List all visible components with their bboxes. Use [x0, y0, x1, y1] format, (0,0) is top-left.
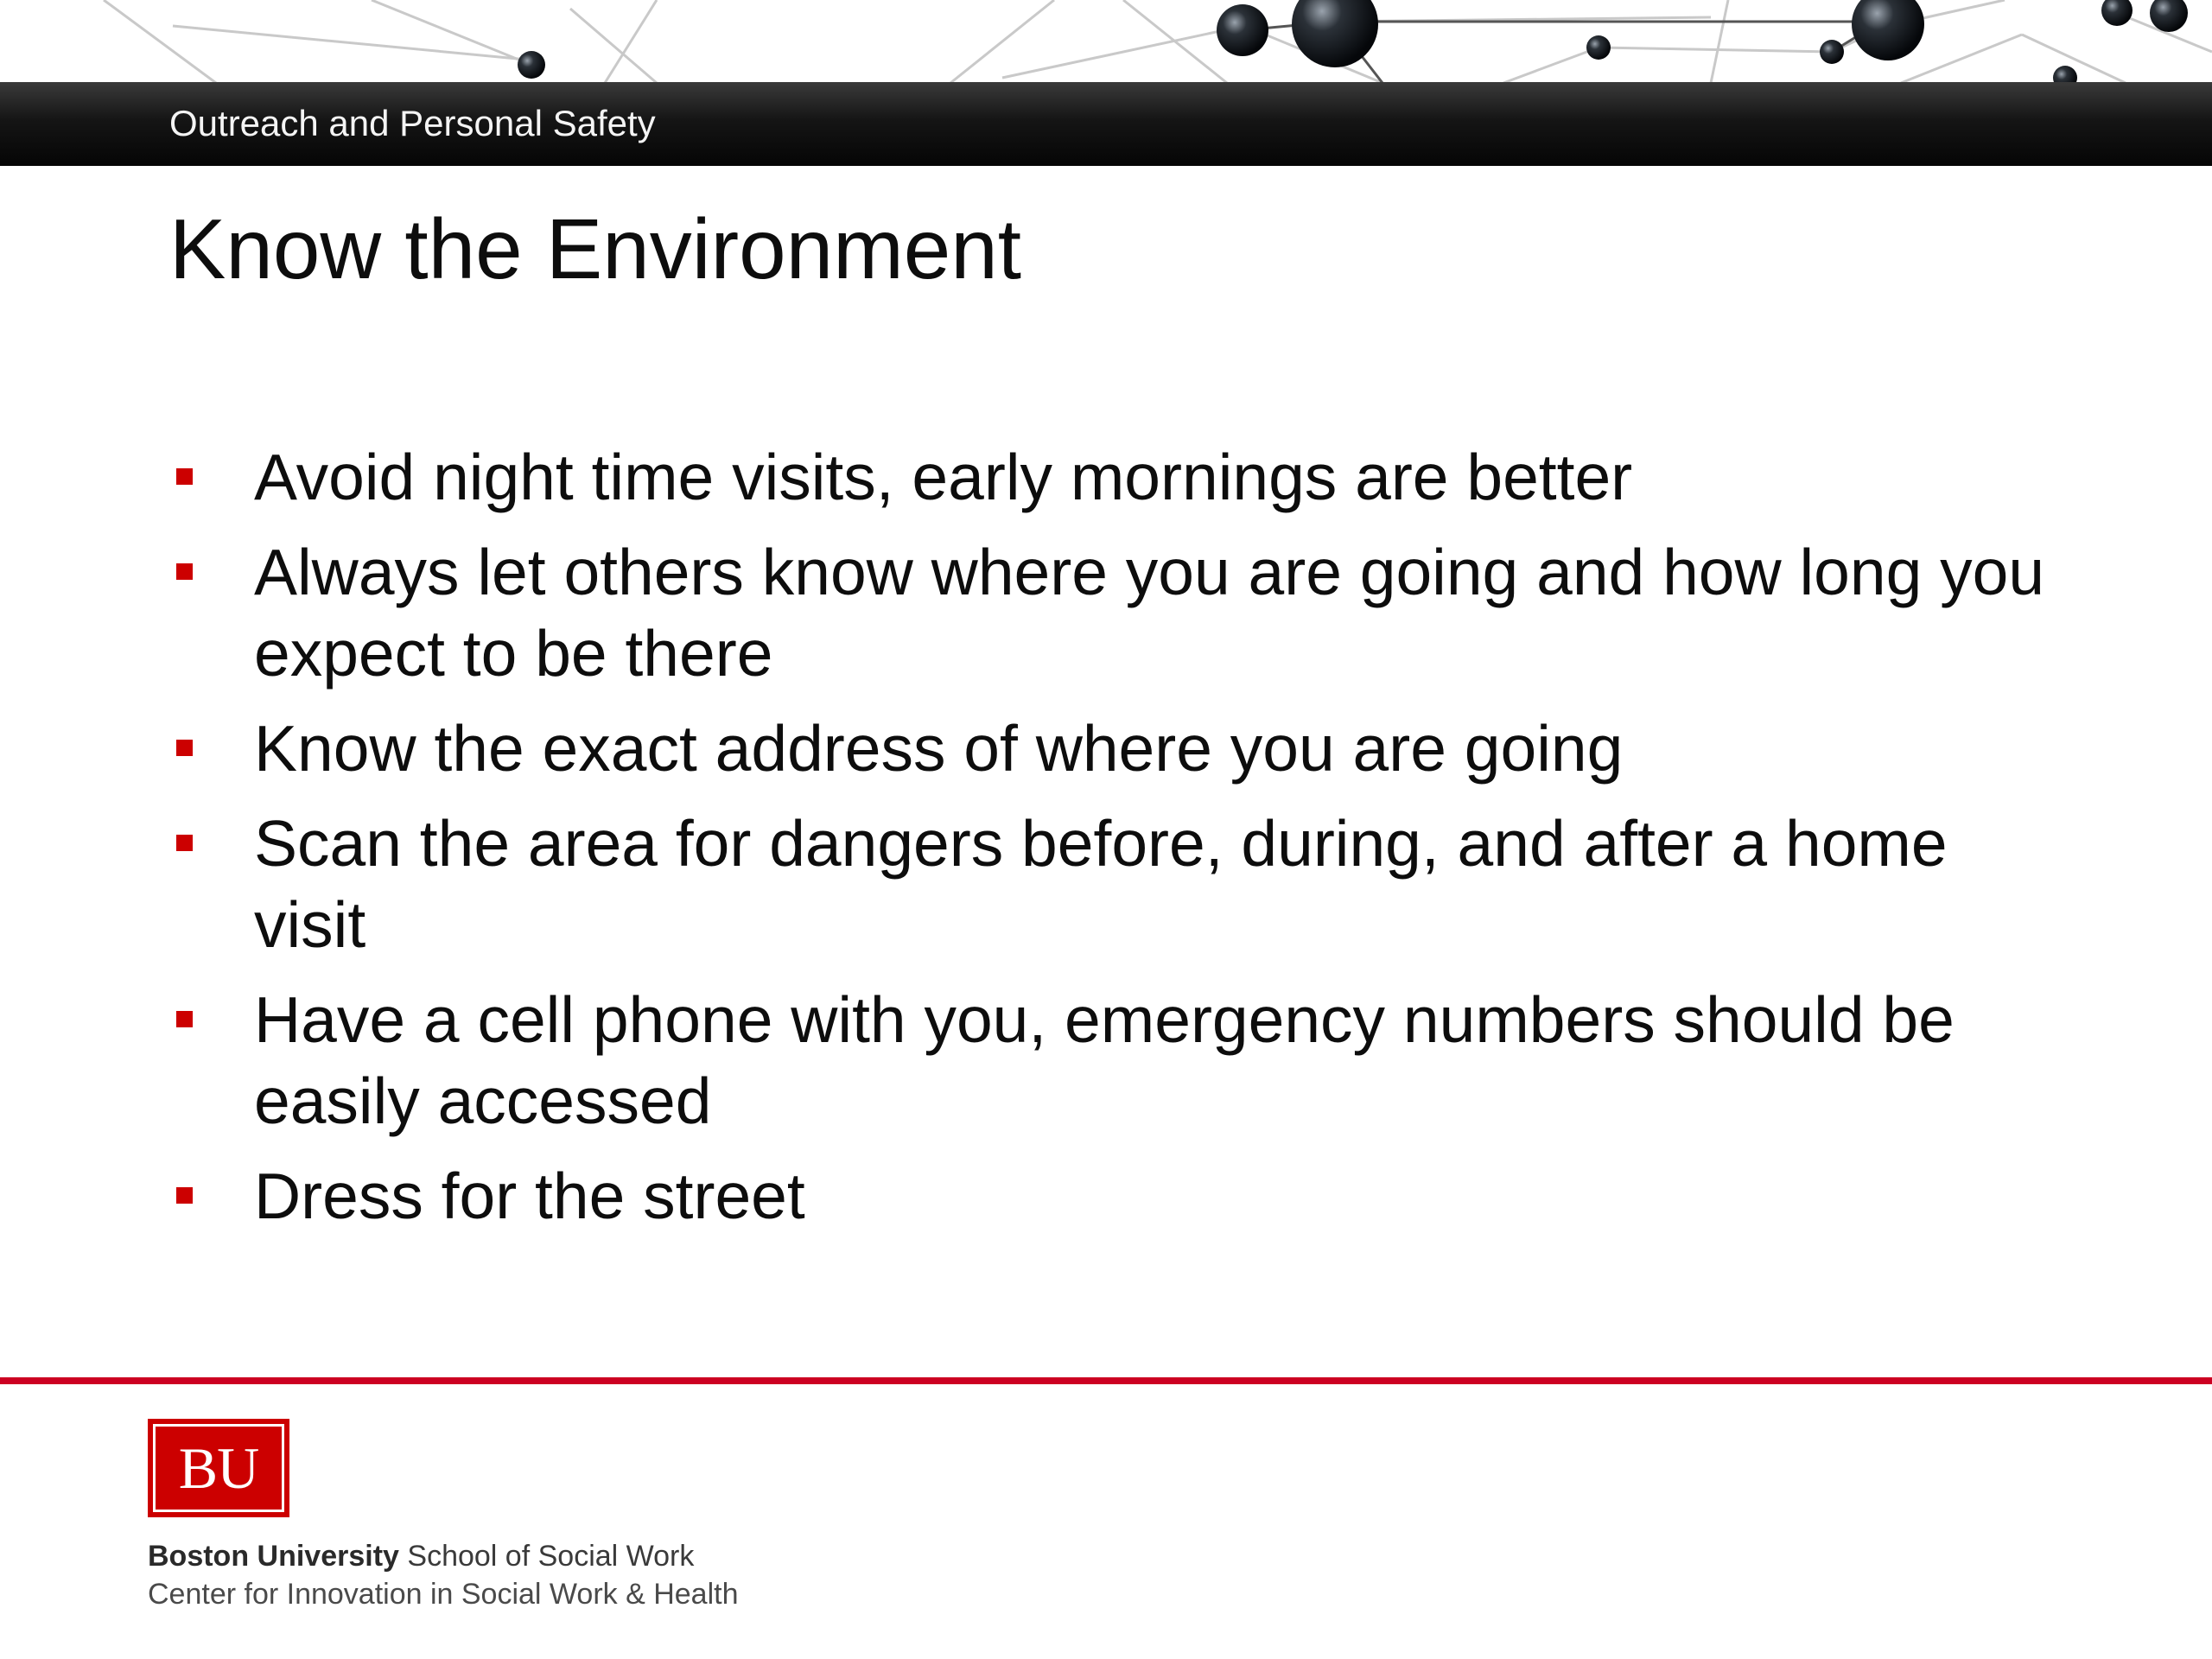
school-name: School of Social Work [407, 1540, 695, 1573]
bullet-item [169, 708, 2070, 789]
bullet-item [169, 979, 2070, 1141]
square-bullet-icon [176, 740, 193, 756]
square-bullet-icon [176, 835, 193, 851]
section-title: Outreach and Personal Safety [169, 103, 656, 143]
bullet-text: Know the exact address of where you are going [254, 712, 1624, 785]
bullet-item [169, 436, 2070, 518]
footer-center-name: Center for Innovation in Social Work & Health [148, 1578, 739, 1611]
bullet-text: Dress for the street [254, 1160, 805, 1232]
bullet-text: Always let others know where you are going and how long you expect to be there [254, 536, 2045, 690]
bullet-text: Have a cell phone with you, emergency numbers should be easily accessed [254, 983, 1955, 1137]
square-bullet-icon [176, 1011, 193, 1027]
bu-logo [148, 1419, 289, 1517]
bu-logo-text: BU [178, 1435, 259, 1501]
square-bullet-icon [176, 563, 193, 580]
bu-logo-frame [153, 1424, 284, 1512]
footer-institution [148, 1540, 694, 1573]
footer-divider [0, 1377, 2212, 1384]
bullet-list [169, 436, 2070, 1250]
university-name: Boston University [148, 1540, 399, 1573]
molecule-network-decoration [0, 0, 2212, 83]
bullet-item [169, 531, 2070, 694]
square-bullet-icon [176, 468, 193, 485]
bullet-item [169, 803, 2070, 965]
bullet-text: Scan the area for dangers before, during, and after a home visit [254, 807, 1948, 961]
slide-title: Know the Environment [169, 201, 1021, 296]
bullet-item [169, 1155, 2070, 1236]
bullet-text: Avoid night time visits, early mornings are better [254, 441, 1633, 513]
square-bullet-icon [176, 1187, 193, 1204]
